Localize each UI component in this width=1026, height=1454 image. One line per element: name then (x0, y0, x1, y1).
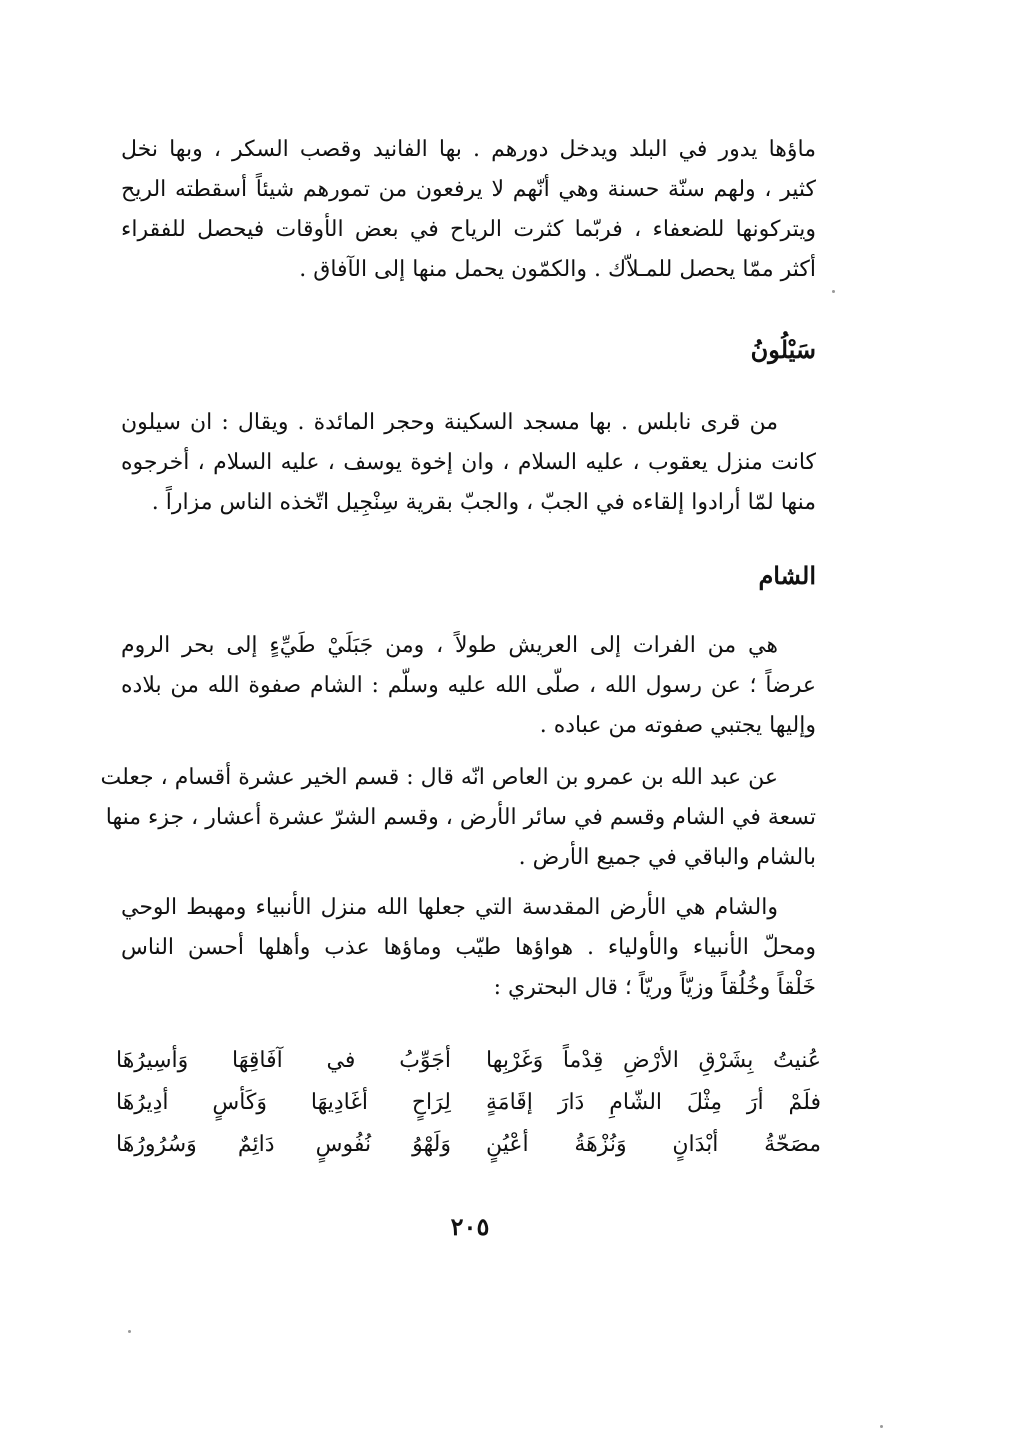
sham-p1-line-2: عرضاً ؛ عن رسول الله ، صلّى الله عليه وسلّم : الشام صفوة الله من بلاده (121, 673, 816, 698)
poem (116, 1040, 821, 1166)
sham-p2-line-2: تسعة في الشام وقسم في سائر الأرض ، وقسم الشرّ عشرة أعشار ، جزء منها (105, 805, 816, 830)
silun-line-1: من قرى نابلس . بها مسجد السكينة وحجر المائدة . ويقال : ان سيلون (121, 410, 778, 435)
verse-3-second-hemistich: وَلَهْوُ نُفُوسٍ دَائِمٌ وَسُرُورُهَا (116, 1132, 451, 1157)
verse-3-first-hemistich: مصَحّةُ أبْدَانٍ وَنُزْهَةُ أعْيُنٍ (486, 1132, 821, 1157)
scan-speck (128, 1330, 131, 1333)
intro-line-2: كثير ، ولهم سنّة حسنة وهي أنّهم لا يرفعون من تمورهم شيئاً أسقطته الريح (121, 177, 816, 202)
sham-p3-line-3: خَلْقاً وخُلُقاً وزيّاً وريّاً ؛ قال البحتري : (493, 975, 816, 1000)
silun-paragraph (121, 403, 816, 523)
sham-p2-line-3: بالشام والباقي في جميع الأرض . (518, 845, 816, 870)
heading-sham: الشام (758, 561, 816, 590)
verse-2-first-hemistich: فلَمْ أرَ مِثْلَ الشّامِ دَارَ إقَامَةٍ (486, 1090, 821, 1115)
sham-paragraph-2 (100, 758, 816, 878)
intro-line-1: ماؤها يدور في البلد ويدخل دورهم . بها الفانيد وقصب السكر ، وبها نخل (121, 137, 816, 162)
sham-p3-line-1: والشام هي الأرض المقدسة التي جعلها الله منزل الأنبياء ومهبط الوحي (121, 895, 778, 920)
sham-p1-line-3: وإليها يجتبي صفوته من عباده . (539, 713, 816, 738)
scan-speck (832, 290, 835, 293)
intro-line-4: أكثر ممّا يحصل للمـلاّك . والكمّون يحمل منها إلى الآفاق . (299, 257, 816, 282)
verse-2-second-hemistich: لِرَاحٍ أغَادِيهَا وَكَأسٍ أدِيرُهَا (116, 1090, 451, 1115)
poem-verse (116, 1124, 821, 1166)
silun-line-2: كانت منزل يعقوب ، عليه السلام ، وان إخوة يوسف ، عليه السلام ، أخرجوه (121, 450, 816, 475)
verse-1-first-hemistich: عُنيتُ بِشَرْقِ الأرْضِ قِدْماً وَغَرْبِها (486, 1048, 821, 1073)
heading-silun: سَيْلُونُ (750, 335, 816, 364)
intro-line-3: ويتركونها للضعفاء ، فربّما كثرت الرياح في بعض الأوقات فيحصل للفقراء (121, 217, 816, 242)
silun-line-3: منها لمّا أرادوا إلقاءه في الجبّ ، والجبّ بقرية سِنْجِيل اتّخذه الناس مزاراً . (151, 490, 816, 515)
sham-p1-line-1: هي من الفرات إلى العريش طولاً ، ومن جَبَلَيْ طَيِّءٍ إلى بحر الروم (121, 633, 778, 658)
poem-verse (116, 1082, 821, 1124)
sham-paragraph-3 (121, 888, 816, 1008)
scan-speck (880, 1425, 883, 1428)
intro-paragraph (121, 130, 816, 290)
page-number: ٢٠٥ (450, 1212, 490, 1241)
sham-p2-line-1: عن عبد الله بن عمرو بن العاص انّه قال : قسم الخير عشرة أقسام ، جعلت (100, 765, 778, 790)
poem-verse (116, 1040, 821, 1082)
verse-1-second-hemistich: أجَوِّبُ في آفَاقِهَا وَأسِيرُهَا (116, 1048, 451, 1073)
sham-p3-line-2: ومحلّ الأنبياء والأولياء . هواؤها طيّب وماؤها عذب وأهلها أحسن الناس (121, 935, 816, 960)
sham-paragraph-1 (121, 626, 816, 746)
